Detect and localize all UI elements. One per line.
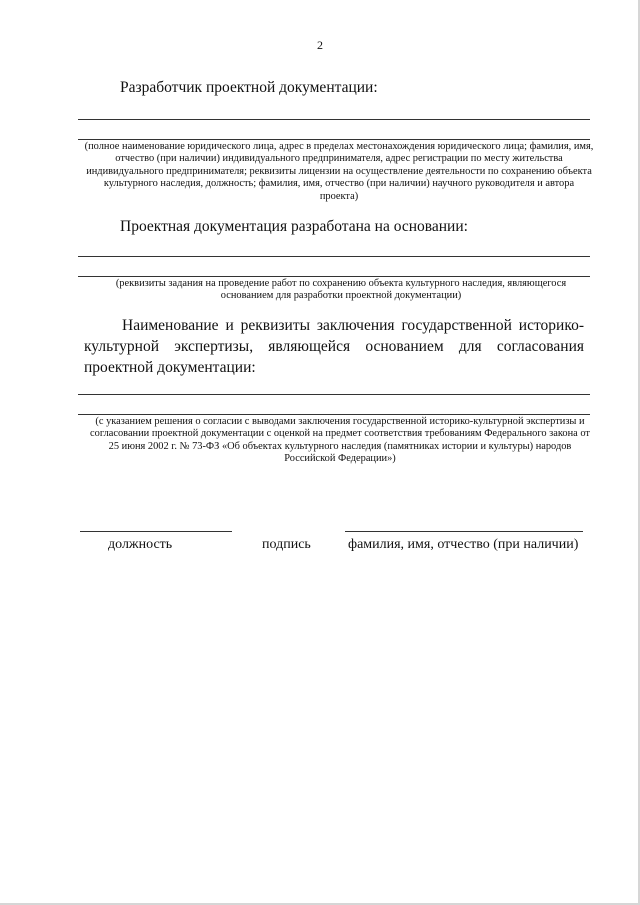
basis-line-1[interactable]: [78, 256, 590, 257]
basis-note: (реквизиты задания на проведение работ по сохранению объекта культурного наследия, являющегося основанием для разработки проектной документации): [115, 278, 567, 302]
name-line[interactable]: [345, 531, 583, 532]
expertise-line-2[interactable]: [78, 414, 590, 415]
developer-heading: Разработчик проектной документации:: [120, 79, 378, 96]
signature-label: подпись: [262, 537, 311, 552]
page-number: 2: [317, 38, 323, 52]
basis-heading: Проектная документация разработана на основании:: [120, 218, 468, 235]
basis-line-2[interactable]: [78, 276, 590, 277]
name-label: фамилия, имя, отчество (при наличии): [348, 537, 579, 552]
expertise-line-1[interactable]: [78, 394, 590, 395]
developer-line-1[interactable]: [78, 119, 590, 120]
developer-note: (полное наименование юридического лица, адрес в пределах местонахождения юридического лица; фамилия, имя, отчество (при наличии) индивидуального предпринимателя, адрес регистрации по месту жительства индивидуального предпринимателя; реквизиты лицензии на осуществление деятельности по сохранению объекта культурного наследия, должность; фамилия, имя, отчество (при наличии) научного руководителя и автора проекта): [84, 141, 594, 202]
position-label: должность: [108, 537, 173, 552]
developer-line-2[interactable]: [78, 139, 590, 140]
position-line[interactable]: [80, 531, 232, 532]
expertise-heading: Наименование и реквизиты заключения государственной историко-культурной экспертизы, являющейся основанием для согласования проектной документации:: [84, 317, 584, 376]
expertise-note: (с указанием решения о согласии с выводами заключения государственной историко-культурной экспертизы и согласовании проектной документации с оценкой на предмет соответствия требованиям Федерального закона от 25 июня 2002 г. № 73-ФЗ «Об объектах культурного наследия (памятниках истории и культуры) народов Российской Федерации»): [90, 416, 590, 465]
